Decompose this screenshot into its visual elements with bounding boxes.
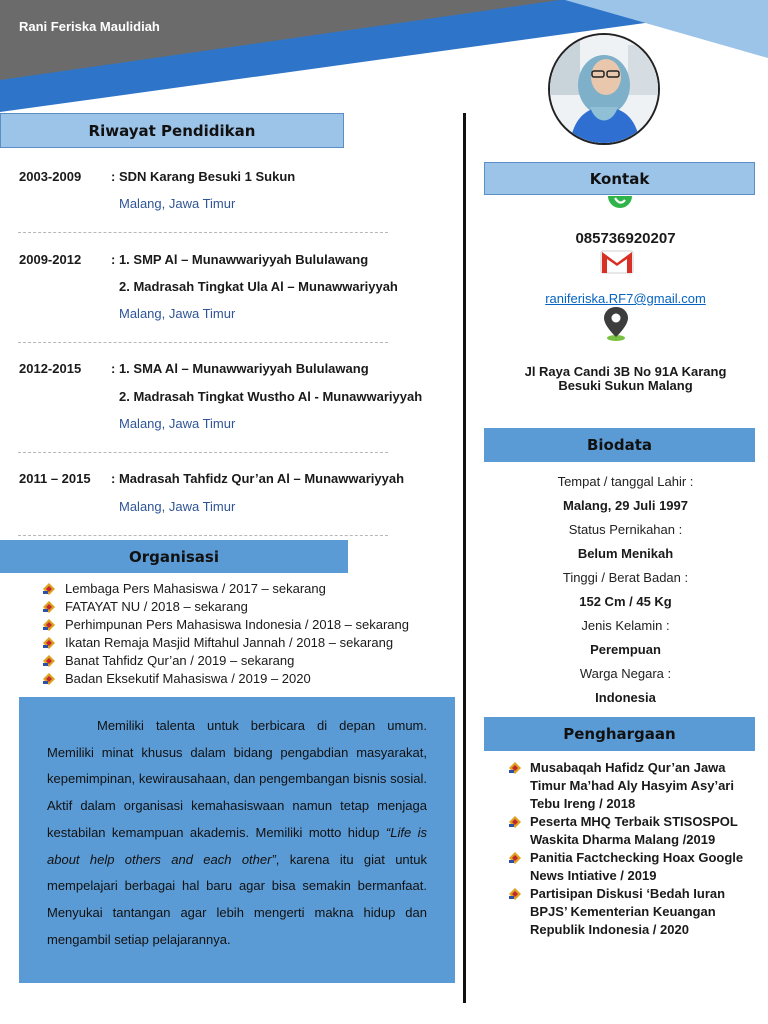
marital-label: Status Pernikahan :: [568, 522, 683, 537]
education-heading: Riwayat Pendidikan: [0, 113, 344, 148]
whatsapp-icon: [606, 196, 634, 212]
nationality-label: Warga Negara :: [579, 666, 672, 681]
gender-value: Perempuan: [590, 642, 661, 657]
education-school: : Madrasah Tahfidz Qur’an Al – Munawwariyyah: [111, 471, 405, 486]
organization-list: [42, 580, 409, 688]
bullet-icon: [42, 600, 56, 614]
education-school: : 1. SMP Al – Munawwariyyah Bululawang: [111, 252, 369, 267]
column-divider: [463, 113, 466, 1003]
divider: [18, 342, 388, 343]
candidate-name: Rani Feriska Maulidiah: [19, 19, 160, 34]
about-text-end: , karena itu giat untuk mempelajari berbagai hal baru agar bisa semakin bermanfaat. Menyukai tantangan agar lebih mengerti makna hidup dan mengambil setiap pelajarannya.: [47, 851, 427, 947]
bullet-icon: [42, 618, 56, 632]
gender-label: Jenis Kelamin :: [581, 618, 670, 633]
list-item: [42, 634, 409, 652]
list-item: [508, 885, 758, 939]
contact-heading: Kontak: [484, 162, 755, 195]
education-years: 2011 – 2015: [19, 471, 91, 486]
address-line1: Jl Raya Candi 3B No 91A Karang: [524, 364, 727, 379]
marital-value: Belum Menikah: [577, 546, 674, 561]
list-item: [42, 670, 409, 688]
education-location: Malang, Jawa Timur: [119, 499, 236, 514]
organization-item: Perhimpunan Pers Mahasiswa Indonesia / 2018 – sekarang: [65, 617, 409, 632]
height-weight-label: Tinggi / Berat Badan :: [562, 570, 689, 585]
profile-photo: [548, 33, 660, 145]
about-text: Memiliki talenta untuk berbicara di depan umum. Memiliki minat khusus dalam bidang pengabdian masyarakat, kepemimpinan, kewirausahaan, dan pengembangan bisnis sosial. Aktif dalam organisasi kemahasiswaan namun tetap menjaga kestabilan kemampuan akademis. Memiliki motto hidup: [47, 718, 427, 840]
education-location: Malang, Jawa Timur: [119, 416, 236, 431]
list-item: [42, 598, 409, 616]
organization-item: Ikatan Remaja Masjid Miftahul Jannah / 2018 – sekarang: [65, 635, 394, 650]
organization-item: Badan Eksekutif Mahasiswa / 2019 – 2020: [65, 671, 311, 686]
organization-heading: Organisasi: [0, 540, 348, 573]
organization-item: Banat Tahfidz Qur’an / 2019 – sekarang: [65, 653, 295, 668]
list-item: [508, 813, 758, 849]
list-item: [42, 580, 409, 598]
nationality-value: Indonesia: [595, 690, 656, 705]
bullet-icon: [42, 654, 56, 668]
about-motto: “Life is about help others and each other”: [47, 824, 427, 867]
bullet-icon: [508, 761, 522, 775]
education-years: 2003-2009: [19, 169, 82, 184]
birth-value: Malang, 29 Juli 1997: [562, 498, 688, 513]
phone-number: 085736920207: [575, 230, 676, 247]
divider: [18, 452, 388, 453]
organization-item: Lembaga Pers Mahasiswa / 2017 – sekarang: [65, 581, 326, 596]
education-years: 2009-2012: [19, 252, 82, 267]
bullet-icon: [42, 582, 56, 596]
bullet-icon: [508, 815, 522, 829]
education-location: Malang, Jawa Timur: [119, 196, 236, 211]
award-item: Peserta MHQ Terbaik STISOSPOL Waskita Dharma Malang /2019: [530, 814, 738, 847]
education-school: : 1. SMA Al – Munawwariyyah Bululawang: [111, 361, 369, 376]
bullet-icon: [42, 636, 56, 650]
list-item: [508, 759, 758, 813]
location-pin-icon: [601, 306, 631, 342]
height-weight-value: 152 Cm / 45 Kg: [579, 594, 672, 609]
list-item: [42, 616, 409, 634]
education-school: 2. Madrasah Tingkat Ula Al – Munawwariyyah: [119, 279, 398, 294]
divider: [18, 232, 388, 233]
education-school: 2. Madrasah Tingkat Wustho Al - Munawwariyyah: [119, 389, 423, 404]
email-link[interactable]: raniferiska.RF7@gmail.com: [545, 291, 706, 306]
award-item: Partisipan Diskusi ‘Bedah Iuran BPJS’ Kementerian Keuangan Republik Indonesia / 2020: [530, 886, 726, 937]
bullet-icon: [42, 672, 56, 686]
list-item: [42, 652, 409, 670]
about-paragraph: [19, 697, 455, 983]
biodata-heading: Biodata: [484, 428, 755, 462]
award-item: Musabaqah Hafidz Qur’an Jawa Timur Ma’had Aly Hasyim Asy’ari Tebu Ireng / 2018: [530, 760, 734, 811]
birth-label: Tempat / tanggal Lahir :: [557, 474, 694, 489]
divider: [18, 535, 388, 536]
bullet-icon: [508, 851, 522, 865]
education-location: Malang, Jawa Timur: [119, 306, 236, 321]
address-line2: Besuki Sukun Malang: [558, 378, 693, 393]
award-item: Panitia Factchecking Hoax Google News Intiative / 2019: [530, 850, 744, 883]
bullet-icon: [508, 887, 522, 901]
organization-item: FATAYAT NU / 2018 – sekarang: [65, 599, 248, 614]
gmail-icon: [600, 250, 634, 274]
awards-heading: Penghargaan: [484, 717, 755, 751]
education-school: : SDN Karang Besuki 1 Sukun: [111, 169, 296, 184]
list-item: [508, 849, 758, 885]
awards-list: [508, 759, 758, 939]
education-years: 2012-2015: [19, 361, 82, 376]
